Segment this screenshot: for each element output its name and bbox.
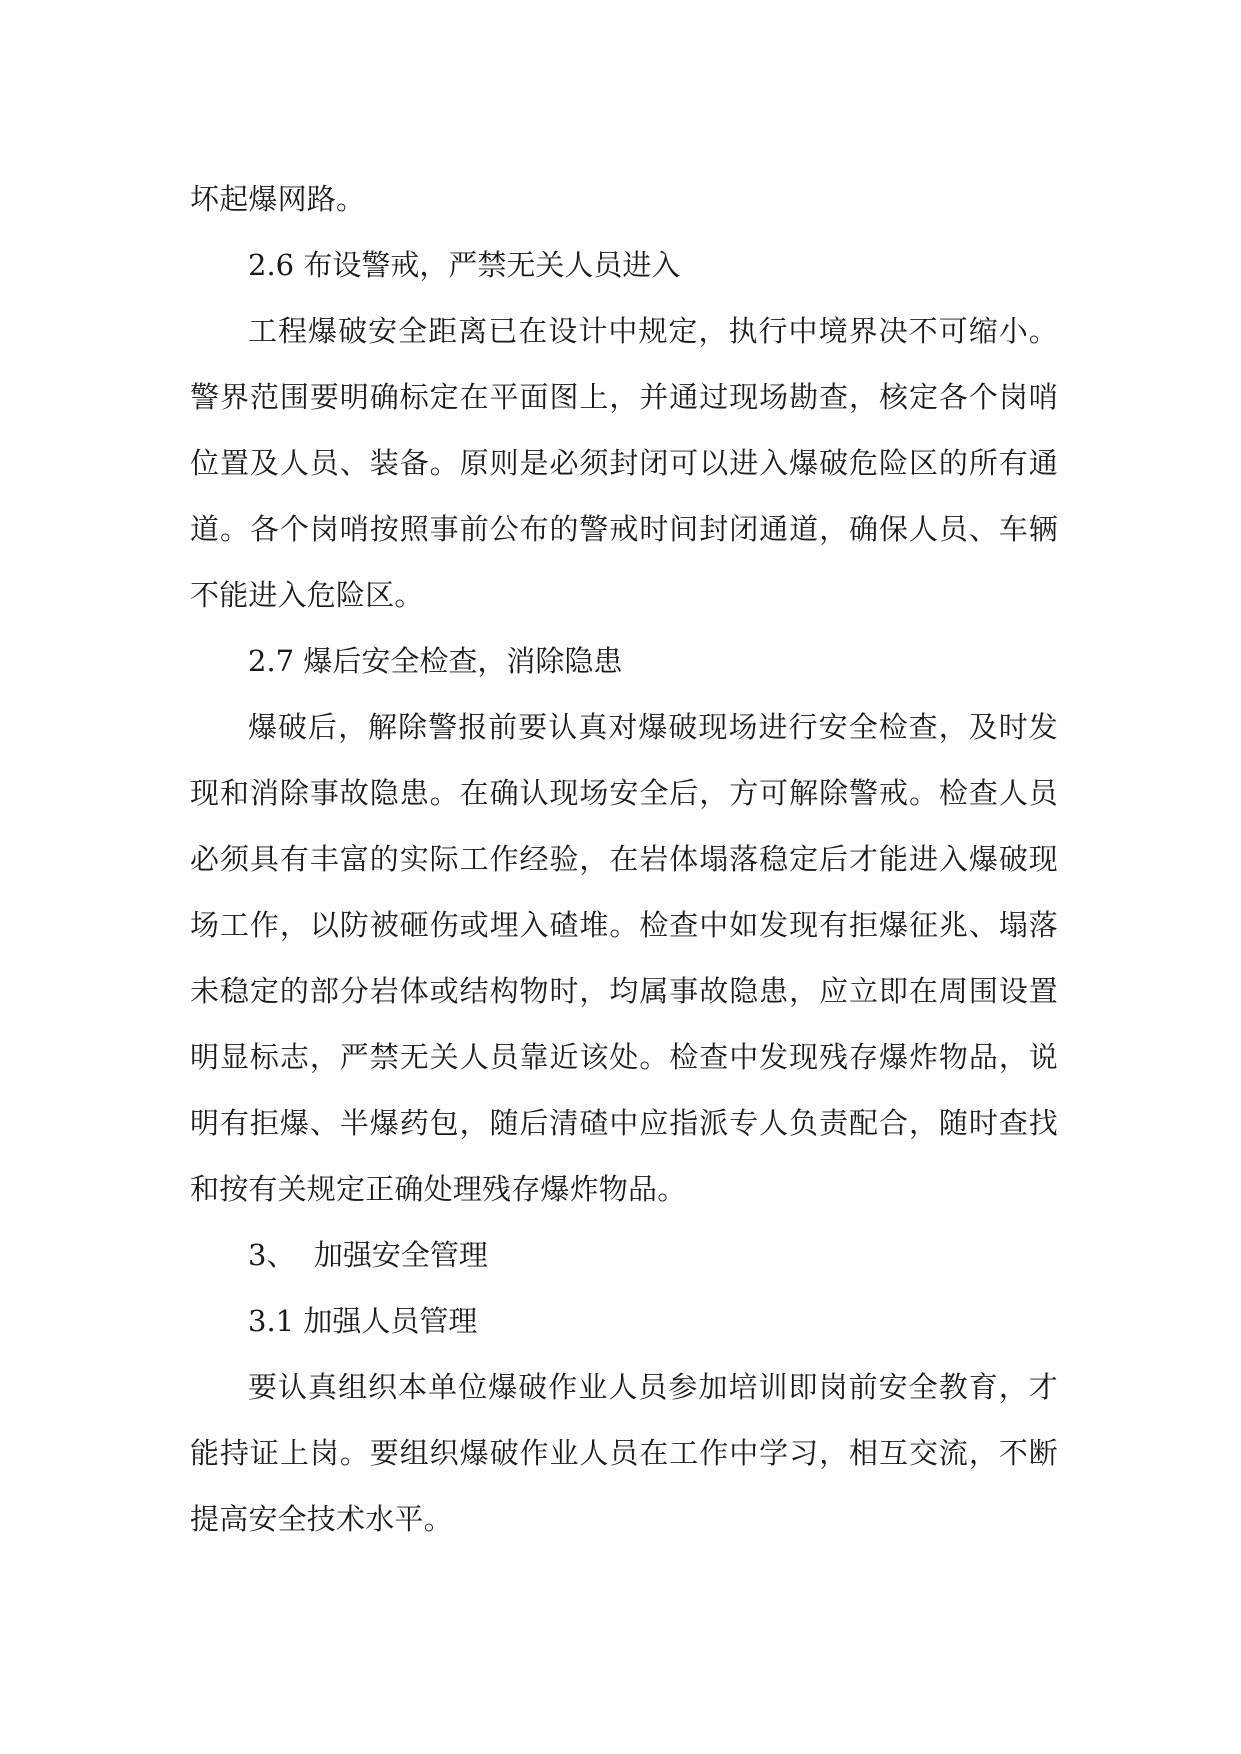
document-body: [190, 166, 1058, 1552]
section-heading-2-7: 2.7 爆后安全检查，消除隐患: [248, 644, 623, 678]
paragraph-post-blast-check: 爆破后，解除警报前要认真对爆破现场进行安全检查，及时发现和消除事故隐患。在确认现场安全后，方可解除警戒。检查人员必须具有丰富的实际工作经验，在岩体塌落稳定后才能进入爆破现场工作，以防被砸伤或埋入碴堆。检查中如发现有拒爆征兆、塌落未稳定的部分岩体或结构物时，均属事故隐患，应立即在周围设置明显标志，严禁无关人员靠近该处。检查中发现残存爆炸物品，说明有拒爆、半爆药包，随后清碴中应指派专人负责配合，随时查找和按有关规定正确处理残存爆炸物品。: [190, 710, 1058, 1206]
paragraph-warning-zone: 工程爆破安全距离已在设计中规定，执行中境界决不可缩小。警界范围要明确标定在平面图上，并通过现场勘查，核定各个岗哨位置及人员、装备。原则是必须封闭可以进入爆破危险区的所有通道。各个岗哨按照事前公布的警戒时间封闭通道，确保人员、车辆不能进入危险区。: [190, 314, 1058, 612]
section-heading-2-6: 2.6 布设警戒，严禁无关人员进入: [248, 248, 681, 282]
paragraph-continued: 坏起爆网路。: [190, 182, 366, 216]
section-heading-3: 3、 加强安全管理: [248, 1238, 488, 1272]
section-heading-3-1: 3.1 加强人员管理: [248, 1304, 478, 1338]
paragraph-personnel-management: 要认真组织本单位爆破作业人员参加培训即岗前安全教育，才能持证上岗。要组织爆破作业人员在工作中学习，相互交流，不断提高安全技术水平。: [190, 1370, 1058, 1536]
